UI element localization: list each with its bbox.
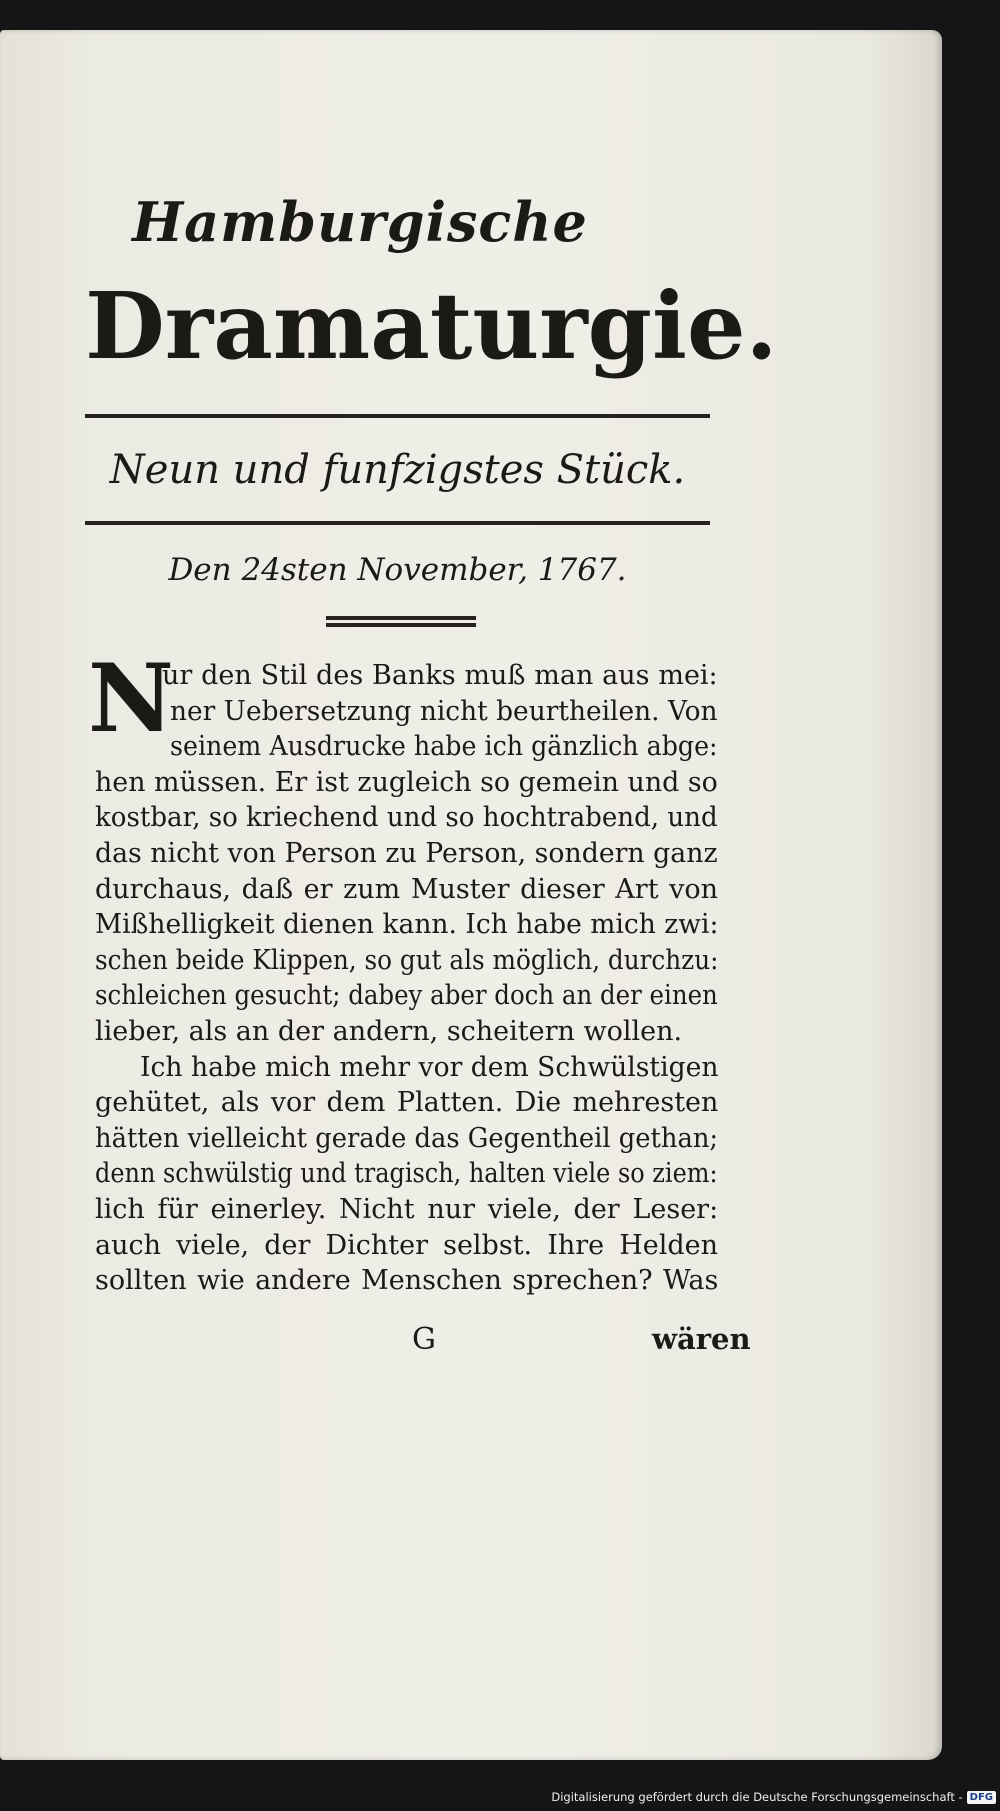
text-line: seinem Ausdrucke habe ich gänzlich abge: [170, 731, 718, 763]
title-rule-bottom [85, 521, 710, 525]
text-line: Mißhelligkeit dienen kann. Ich habe mich zwi: [95, 909, 719, 941]
issue-heading: Neun und funfzigstes Stück. [109, 447, 686, 493]
text-line: ur den Stil des Banks muß man aus mei: [162, 660, 718, 691]
text-line: schleichen gesucht; dabey aber doch an der einen [95, 980, 718, 1012]
text-line: ner Uebersetzung nicht beurtheilen. Von [170, 695, 718, 727]
text-line: denn schwülstig und tragisch, halten viele so ziem: [95, 1158, 718, 1190]
text-line: schen beide Klippen, so gut als möglich, durchzu: [95, 944, 719, 976]
ornamental-rule [326, 616, 476, 627]
text-line: das nicht von Person zu Person, sondern ganz [95, 838, 718, 869]
running-title: Hamburgische [132, 190, 588, 254]
text-line: auch viele, der Dichter selbst. Ihre Helden [95, 1229, 719, 1261]
text-line: sollten wie andere Menschen sprechen? Was [95, 1265, 719, 1297]
text-line: lieber, als an der andern, scheitern wollen. [95, 1016, 683, 1047]
page-title: Dramaturgie. [85, 272, 778, 380]
text-line: gehütet, als vor dem Platten. Die mehresten [95, 1087, 719, 1119]
credit-text: Digitalisierung gefördert durch die Deutsche Forschungsgemeinschaft - [551, 1790, 963, 1804]
catchword: wären [652, 1322, 751, 1356]
text-line: Ich habe mich mehr vor dem Schwülstigen [140, 1051, 719, 1083]
text-line: durchaus, daß er zum Muster dieser Art von [95, 873, 719, 905]
text-line: hätten vielleicht gerade das Gegentheil gethan; [95, 1122, 719, 1154]
issue-date: Den 24sten November, 1767. [168, 552, 627, 588]
drop-cap: N [88, 644, 174, 754]
dfg-logo: DFG [967, 1791, 996, 1804]
text-line: kostbar, so kriechend und so hochtrabend, und [95, 802, 718, 834]
text-line: hen müssen. Er ist zugleich so gemein und so [95, 766, 718, 798]
text-line: lich für einerley. Nicht nur viele, der Leser: [95, 1194, 719, 1225]
title-rule-top [85, 414, 710, 418]
signature-mark: G [412, 1322, 436, 1357]
digitization-credit [551, 1787, 996, 1807]
